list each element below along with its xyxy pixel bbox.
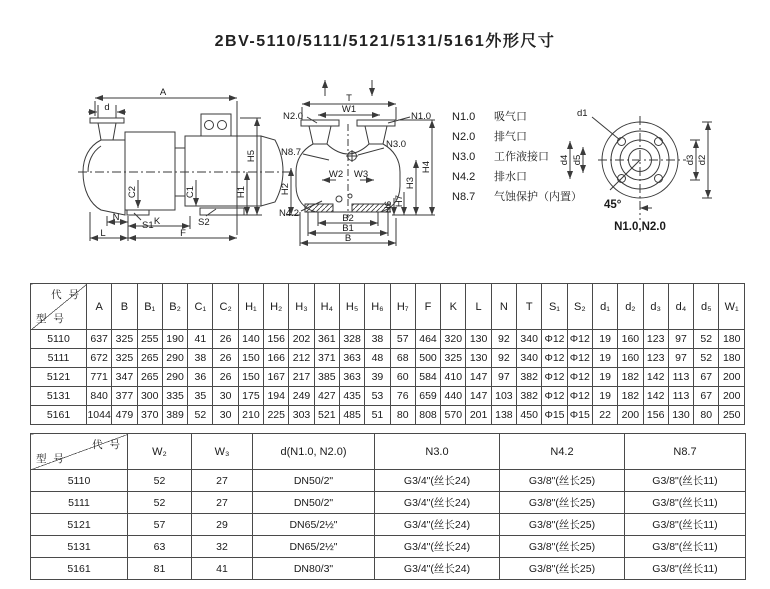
value-cell: 147 (466, 368, 491, 387)
dim-label-w3: W3 (353, 169, 369, 180)
value-cell: 38 (365, 330, 390, 349)
value-cell: DN50/2" (253, 470, 375, 492)
value-cell: Φ12 (567, 387, 592, 406)
value-cell: 265 (137, 349, 162, 368)
dim-label-d: d (104, 102, 110, 113)
front-view-labels (279, 93, 432, 244)
value-cell: 410 (441, 368, 466, 387)
value-cell: G3/8"(丝长25) (500, 492, 625, 514)
value-cell: 68 (390, 349, 415, 368)
connections-table (30, 433, 746, 580)
value-cell: G3/8"(丝长11) (625, 536, 746, 558)
value-cell: 92 (491, 330, 516, 349)
value-cell: 67 (694, 368, 719, 387)
dim-label-f: F (180, 228, 186, 239)
column-header: N (491, 284, 516, 330)
value-cell: 672 (87, 349, 112, 368)
corner-label-model: 型 号 (36, 313, 66, 325)
value-cell: 389 (162, 406, 187, 425)
value-cell: 427 (314, 387, 339, 406)
dim-label-t: T (346, 93, 352, 104)
model-cell: 5161 (31, 558, 128, 580)
value-cell: 361 (314, 330, 339, 349)
value-cell: 200 (719, 368, 745, 387)
dim-label-h2: H2 (280, 182, 291, 196)
dim-label-h7: H7 (394, 194, 405, 208)
value-cell: 250 (719, 406, 745, 425)
column-header: H₁ (238, 284, 263, 330)
value-cell: Φ15 (567, 406, 592, 425)
dim-label-h5: H5 (246, 149, 257, 163)
model-cell: 5121 (31, 368, 87, 387)
value-cell: 1044 (87, 406, 112, 425)
value-cell: 52 (694, 349, 719, 368)
column-header: H₅ (339, 284, 364, 330)
value-cell: 570 (441, 406, 466, 425)
dim-label-s2: S2 (198, 217, 210, 228)
value-cell: 142 (643, 387, 668, 406)
value-cell: 212 (289, 349, 314, 368)
value-cell: 19 (592, 368, 617, 387)
value-cell: 142 (643, 368, 668, 387)
value-cell: DN80/3" (253, 558, 375, 580)
angle-label: 45° (604, 199, 622, 211)
table-row (31, 368, 745, 387)
model-cell: 5161 (31, 406, 87, 425)
column-header: d₂ (618, 284, 643, 330)
column-header: d₃ (643, 284, 668, 330)
legend-desc: 吸气口 (494, 111, 527, 123)
dim-label-d5: d5 (572, 154, 583, 166)
value-cell: 485 (339, 406, 364, 425)
dim-label-h3: H3 (405, 176, 416, 190)
value-cell: 194 (264, 387, 289, 406)
value-cell: 97 (491, 368, 516, 387)
value-cell: 80 (390, 406, 415, 425)
value-cell: 201 (466, 406, 491, 425)
value-cell: 67 (694, 387, 719, 406)
value-cell: 130 (668, 406, 693, 425)
value-cell: 180 (719, 349, 745, 368)
dim-label-d1: d1 (577, 108, 588, 119)
header-row (31, 434, 746, 470)
dim-label-w2: W2 (328, 169, 344, 180)
table-row (31, 492, 746, 514)
value-cell: 182 (618, 368, 643, 387)
value-cell: G3/8"(丝长25) (500, 514, 625, 536)
table-row (31, 387, 745, 406)
value-cell: 51 (365, 406, 390, 425)
value-cell: 521 (314, 406, 339, 425)
dim-label-b2: B2 (342, 213, 354, 224)
value-cell: 370 (137, 406, 162, 425)
value-cell: 35 (188, 387, 213, 406)
value-cell: 190 (162, 330, 187, 349)
value-cell: 19 (592, 349, 617, 368)
corner-label-code: 代 号 (92, 439, 122, 451)
value-cell: 29 (192, 514, 253, 536)
dim-label-a: A (159, 87, 167, 98)
table-row (31, 406, 745, 425)
column-header: L (466, 284, 491, 330)
corner-label-model: 型 号 (36, 453, 66, 465)
value-cell: 123 (643, 330, 668, 349)
value-cell: G3/4"(丝长24) (375, 470, 500, 492)
flange-view-drawing (570, 116, 712, 220)
value-cell: 138 (491, 406, 516, 425)
value-cell: 150 (238, 349, 263, 368)
column-header: S₁ (542, 284, 567, 330)
value-cell: 265 (137, 368, 162, 387)
value-cell: 30 (213, 406, 238, 425)
value-cell: 328 (339, 330, 364, 349)
value-cell: G3/4"(丝长24) (375, 558, 500, 580)
legend-desc: 排水口 (494, 171, 527, 183)
value-cell: DN50/2" (253, 492, 375, 514)
column-header: W₁ (719, 284, 745, 330)
value-cell: 39 (365, 368, 390, 387)
value-cell: DN65/2½" (253, 514, 375, 536)
model-cell: 5131 (31, 536, 128, 558)
corner-label-code: 代 号 (51, 289, 81, 301)
value-cell: 363 (339, 349, 364, 368)
dim-label-n: N (112, 212, 120, 223)
flange-view-labels (559, 108, 708, 233)
value-cell: 76 (390, 387, 415, 406)
dim-label-c1: C1 (185, 185, 196, 199)
value-cell: Φ12 (542, 330, 567, 349)
column-header: d(N1.0, N2.0) (253, 434, 375, 470)
value-cell: 41 (188, 330, 213, 349)
dim-label-w1: W1 (341, 104, 357, 115)
value-cell: 325 (441, 349, 466, 368)
value-cell: 156 (264, 330, 289, 349)
value-cell: 182 (618, 387, 643, 406)
value-cell: 22 (592, 406, 617, 425)
value-cell: G3/8"(丝长25) (500, 470, 625, 492)
value-cell: 303 (289, 406, 314, 425)
value-cell: 464 (415, 330, 440, 349)
column-header: W₂ (128, 434, 192, 470)
table-row (31, 470, 746, 492)
column-header: B (112, 284, 137, 330)
value-cell: 382 (517, 368, 542, 387)
value-cell: 52 (128, 492, 192, 514)
dim-label-d2: d2 (697, 154, 708, 166)
column-header: d₄ (668, 284, 693, 330)
value-cell: 130 (466, 330, 491, 349)
column-header: H₃ (289, 284, 314, 330)
value-cell: 335 (162, 387, 187, 406)
value-cell: 26 (213, 368, 238, 387)
column-header: N8.7 (625, 434, 746, 470)
value-cell: 38 (188, 349, 213, 368)
header-row (31, 284, 745, 330)
value-cell: 81 (128, 558, 192, 580)
column-header: B₂ (162, 284, 187, 330)
value-cell: 97 (668, 349, 693, 368)
column-header: d₁ (592, 284, 617, 330)
port-label-n30: N3.0 (386, 139, 407, 150)
column-header: S₂ (567, 284, 592, 330)
value-cell: 180 (719, 330, 745, 349)
dim-label-b: B (344, 233, 352, 244)
table-row (31, 558, 746, 580)
value-cell: 160 (618, 330, 643, 349)
corner-header (31, 434, 128, 470)
model-cell: 5111 (31, 492, 128, 514)
value-cell: 156 (643, 406, 668, 425)
value-cell: 200 (719, 387, 745, 406)
value-cell: 52 (188, 406, 213, 425)
legend-desc: 气蚀保护（内置） (494, 191, 582, 203)
dim-label-h1: H1 (236, 185, 247, 199)
value-cell: G3/4"(丝长24) (375, 492, 500, 514)
value-cell: 27 (192, 470, 253, 492)
corner-header (31, 284, 87, 330)
value-cell: 160 (618, 349, 643, 368)
value-cell: 26 (213, 349, 238, 368)
value-cell: G3/8"(丝长11) (625, 470, 746, 492)
side-view-drawing (78, 98, 292, 241)
value-cell: Φ12 (567, 368, 592, 387)
column-header: T (517, 284, 542, 330)
value-cell: 249 (289, 387, 314, 406)
value-cell: 255 (137, 330, 162, 349)
value-cell: 300 (137, 387, 162, 406)
dim-label-h6: H6 (383, 200, 394, 214)
table-row (31, 349, 745, 368)
legend-code: N1.0 (452, 111, 476, 123)
column-header: d₅ (694, 284, 719, 330)
value-cell: 30 (213, 387, 238, 406)
value-cell: G3/8"(丝长25) (500, 558, 625, 580)
value-cell: 103 (491, 387, 516, 406)
value-cell: 63 (128, 536, 192, 558)
value-cell: 52 (128, 470, 192, 492)
value-cell: 113 (668, 387, 693, 406)
flange-caption: N1.0,N2.0 (614, 221, 666, 233)
front-view-drawing (286, 80, 435, 246)
value-cell: 140 (238, 330, 263, 349)
legend-code: N3.0 (452, 151, 476, 163)
value-cell: 377 (112, 387, 137, 406)
value-cell: 363 (339, 368, 364, 387)
dimensions-table (30, 283, 745, 425)
value-cell: 57 (390, 330, 415, 349)
value-cell: 36 (188, 368, 213, 387)
column-header: H₂ (264, 284, 289, 330)
value-cell: Φ12 (542, 368, 567, 387)
value-cell: Φ15 (542, 406, 567, 425)
value-cell: 479 (112, 406, 137, 425)
value-cell: 41 (192, 558, 253, 580)
value-cell: 27 (192, 492, 253, 514)
value-cell: 217 (289, 368, 314, 387)
legend-code: N8.7 (452, 191, 476, 203)
column-header: C₁ (188, 284, 213, 330)
value-cell: 840 (87, 387, 112, 406)
value-cell: 500 (415, 349, 440, 368)
column-header: N4.2 (500, 434, 625, 470)
value-cell: 347 (112, 368, 137, 387)
table-row (31, 514, 746, 536)
value-cell: 382 (517, 387, 542, 406)
value-cell: 808 (415, 406, 440, 425)
dim-label-k: K (153, 216, 161, 227)
column-header: K (441, 284, 466, 330)
value-cell: 19 (592, 330, 617, 349)
column-header: W₃ (192, 434, 253, 470)
legend-desc: 排气口 (494, 131, 527, 143)
column-header: F (415, 284, 440, 330)
value-cell: 113 (668, 368, 693, 387)
legend-desc: 工作液接口 (494, 151, 549, 163)
value-cell: 320 (441, 330, 466, 349)
column-header: H₇ (390, 284, 415, 330)
value-cell: G3/8"(丝长11) (625, 514, 746, 536)
value-cell: 325 (112, 330, 137, 349)
value-cell: 290 (162, 349, 187, 368)
side-view-labels (100, 87, 257, 239)
value-cell: 200 (618, 406, 643, 425)
column-header: H₆ (365, 284, 390, 330)
value-cell: DN65/2½" (253, 536, 375, 558)
dim-label-d3: d3 (685, 154, 696, 166)
value-cell: 130 (466, 349, 491, 368)
value-cell: 32 (192, 536, 253, 558)
port-label-n20: N2.0 (283, 111, 304, 122)
value-cell: 26 (213, 330, 238, 349)
value-cell: G3/8"(丝长11) (625, 492, 746, 514)
technical-drawings (0, 68, 770, 278)
column-header: C₂ (213, 284, 238, 330)
port-label-n10: N1.0 (411, 111, 432, 122)
value-cell: 57 (128, 514, 192, 536)
value-cell: 52 (694, 330, 719, 349)
table-row (31, 536, 746, 558)
value-cell: Φ12 (567, 349, 592, 368)
value-cell: 637 (87, 330, 112, 349)
value-cell: 53 (365, 387, 390, 406)
value-cell: G3/8"(丝长25) (500, 536, 625, 558)
value-cell: 48 (365, 349, 390, 368)
value-cell: Φ12 (567, 330, 592, 349)
value-cell: 771 (87, 368, 112, 387)
value-cell: 202 (289, 330, 314, 349)
table-row (31, 330, 745, 349)
model-cell: 5110 (31, 330, 87, 349)
model-cell: 5110 (31, 470, 128, 492)
value-cell: 290 (162, 368, 187, 387)
value-cell: 19 (592, 387, 617, 406)
port-label-n87: N8.7 (281, 147, 302, 158)
model-cell: 5121 (31, 514, 128, 536)
dim-label-l: L (100, 228, 106, 239)
value-cell: 385 (314, 368, 339, 387)
value-cell: 340 (517, 330, 542, 349)
value-cell: 325 (112, 349, 137, 368)
port-label-n42: N4.2 (279, 208, 300, 219)
value-cell: Φ12 (542, 387, 567, 406)
value-cell: G3/4"(丝长24) (375, 514, 500, 536)
column-header: B₁ (137, 284, 162, 330)
legend-code: N4.2 (452, 171, 476, 183)
value-cell: 97 (668, 330, 693, 349)
dim-label-c2: C2 (127, 185, 138, 199)
value-cell: 225 (264, 406, 289, 425)
value-cell: 167 (264, 368, 289, 387)
model-cell: 5111 (31, 349, 87, 368)
value-cell: 150 (238, 368, 263, 387)
column-header: N3.0 (375, 434, 500, 470)
value-cell: 584 (415, 368, 440, 387)
value-cell: 175 (238, 387, 263, 406)
page-title: 2BV-5110/5111/5121/5131/5161外形尺寸 (214, 33, 556, 50)
value-cell: 123 (643, 349, 668, 368)
value-cell: 371 (314, 349, 339, 368)
value-cell: G3/4"(丝长24) (375, 536, 500, 558)
value-cell: 60 (390, 368, 415, 387)
dim-label-b1: B1 (342, 223, 354, 234)
value-cell: G3/8"(丝长11) (625, 558, 746, 580)
dim-label-s1: S1 (142, 220, 154, 231)
dim-label-d4: d4 (559, 154, 570, 166)
value-cell: 166 (264, 349, 289, 368)
value-cell: 147 (466, 387, 491, 406)
column-header: H₄ (314, 284, 339, 330)
value-cell: 92 (491, 349, 516, 368)
value-cell: 340 (517, 349, 542, 368)
model-cell: 5131 (31, 387, 87, 406)
dim-label-h4: H4 (421, 160, 432, 174)
legend-code: N2.0 (452, 131, 476, 143)
value-cell: Φ12 (542, 349, 567, 368)
value-cell: 450 (517, 406, 542, 425)
column-header: A (87, 284, 112, 330)
value-cell: 80 (694, 406, 719, 425)
value-cell: 210 (238, 406, 263, 425)
value-cell: 659 (415, 387, 440, 406)
value-cell: 440 (441, 387, 466, 406)
value-cell: 435 (339, 387, 364, 406)
